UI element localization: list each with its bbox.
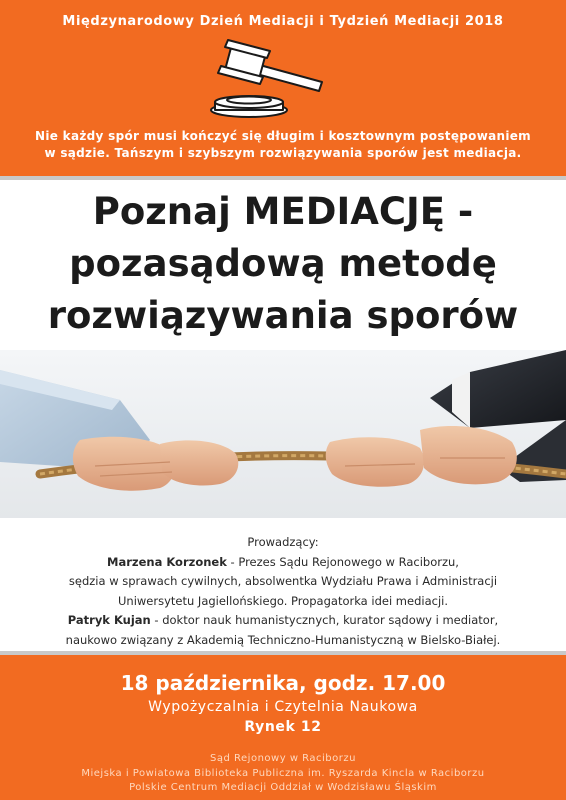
host-1-desc-1: - Prezes Sądu Rejonowego w Raciborzu, <box>226 554 459 569</box>
main-headline <box>0 186 566 342</box>
hosts-block <box>10 533 556 650</box>
headline-line-2: pozasądową metodę <box>69 242 497 285</box>
event-date: 18 października, godz. 17.00 <box>120 671 446 695</box>
intro-line-2: w sądzie. Tańszym i szybszym rozwiązywania sporów jest mediacja. <box>44 146 522 160</box>
event-series-title: Międzynarodowy Dzień Mediacji i Tydzień Mediacji 2018 <box>62 14 504 29</box>
organizer-2: Miejska i Powiatowa Biblioteka Publiczna im. Ryszarda Kincla w Raciborzu <box>81 767 485 779</box>
host-2-name: Patryk Kujan <box>67 613 151 627</box>
top-divider <box>0 176 566 180</box>
host-1-desc-3: Uniwersytetu Jagiellońskiego. Propagatorka idei mediacji. <box>117 593 448 608</box>
host-2-desc-2: naukowo związany z Akademią Techniczno-Humanistyczną w Bielsko-Białej. <box>65 632 501 647</box>
intro-line-1: Nie każdy spór musi kończyć się długim i kosztownym postępowaniem <box>35 129 531 143</box>
event-place: Wypożyczalnia i Czytelnia Naukowa <box>148 699 418 715</box>
gavel-icon <box>204 36 338 120</box>
hosts-label: Prowadzący: <box>247 535 319 549</box>
organizer-1: Sąd Rejonowy w Raciborzu <box>210 753 356 764</box>
organizers-list <box>0 752 566 796</box>
host-2-desc-1: - doktor nauk humanistycznych, kurator sądowy i mediator, <box>150 613 499 627</box>
headline-line-1: Poznaj MEDIACJĘ - <box>92 190 474 233</box>
host-2-line-1 <box>10 611 556 631</box>
organizer-3: Polskie Centrum Mediacji Oddział w Wodzisławu Śląskim <box>129 782 437 793</box>
host-1-line-1 <box>10 553 556 573</box>
headline-line-3: rozwiązywania sporów <box>47 294 519 337</box>
intro-text <box>20 128 546 162</box>
event-address: Rynek 12 <box>244 719 322 735</box>
host-1-name: Marzena Korzonek <box>107 554 227 569</box>
host-1-desc-2: sędzia w sprawach cywilnych, absolwentka Wydziału Prawa i Administracji <box>68 574 498 588</box>
header-band <box>0 0 566 176</box>
tug-of-war-photo <box>0 350 566 518</box>
